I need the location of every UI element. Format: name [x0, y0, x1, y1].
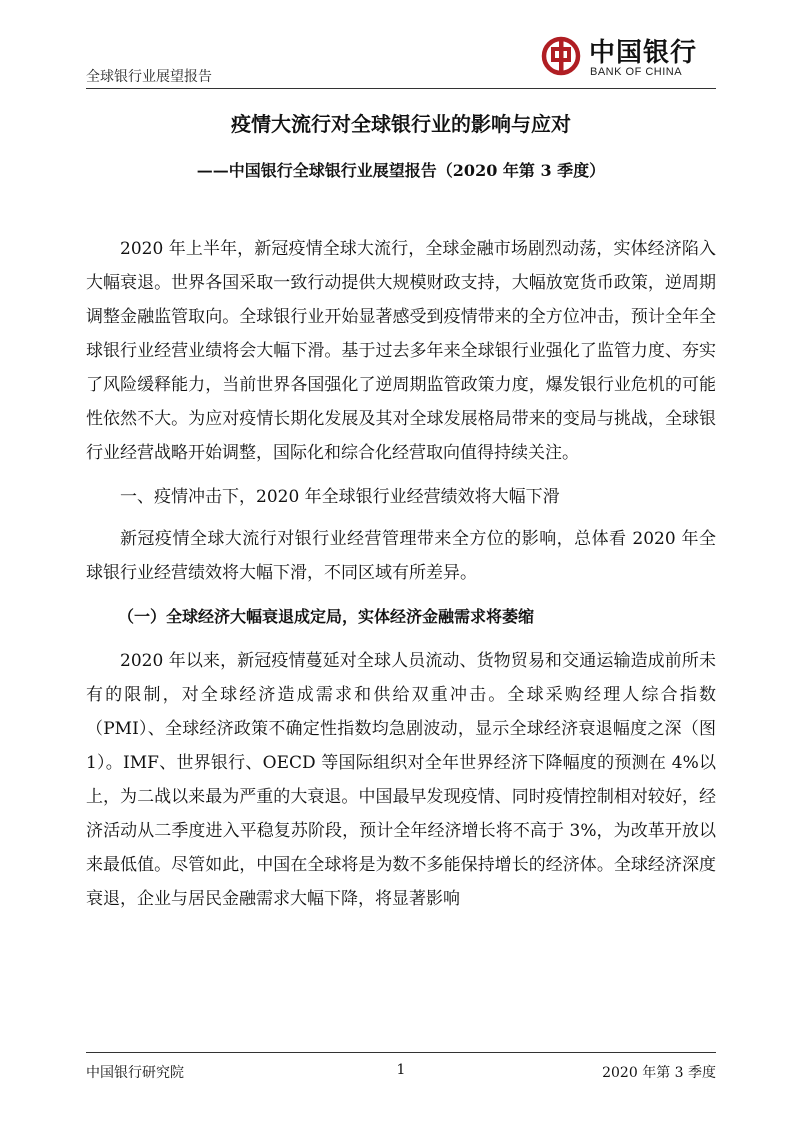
page-footer — [86, 1062, 716, 1082]
logo-chinese-text: 中国银行 — [589, 38, 698, 68]
bank-logo-icon — [541, 36, 581, 76]
document-subtitle: ——中国银行全球银行业展望报告（2020 年第 3 季度） — [196, 161, 606, 180]
page-header — [86, 30, 716, 88]
logo-english-text: BANK OF CHINA — [590, 66, 683, 78]
section-paragraph: 新冠疫情全球大流行对银行业经营管理带来全方位的影响，总体看 2020 年全球银行业经营绩效将大幅下滑，不同区域有所差异。 — [86, 529, 716, 583]
intro-paragraph: 2020 年上半年，新冠疫情全球大流行，全球金融市场剧烈动荡，实体经济陷入大幅衰退。世界各国采取一致行动提供大规模财政支持，大幅放宽货币政策，逆周期调整金融监管取向。全球银行业开始显著感受到疫情带来的全方位冲击，预计全年全球银行业经营业绩将会大幅下滑。基于过去多年来全球银行业强化了监管力度、夯实了风险缓释能力，当前世界各国强化了逆周期监管政策力度，爆发银行业危机的可能性依然不大。为应对疫情长期化发展及其对全球发展格局带来的变局与挑战，全球银行业经营战略开始调整，国际化和综合化经营取向值得持续关注。 — [86, 239, 716, 463]
header-divider — [86, 88, 716, 89]
section-heading: 一、疫情冲击下，2020 年全球银行业经营绩效将大幅下滑 — [120, 487, 560, 507]
bank-of-china-logo — [541, 32, 716, 84]
document-body — [86, 232, 716, 916]
subsection-heading: （一）全球经济大幅衰退成定局，实体经济金融需求将萎缩 — [118, 607, 535, 626]
footer-institution: 中国银行研究院 — [86, 1065, 184, 1081]
document-title: 疫情大流行对全球银行业的影响与应对 — [231, 112, 571, 136]
page-number: 1 — [396, 1062, 406, 1078]
footer-period: 2020 年第 3 季度 — [602, 1065, 716, 1081]
report-series-title: 全球银行业展望报告 — [86, 69, 212, 85]
footer-divider — [86, 1052, 716, 1053]
subsection-paragraph: 2020 年以来，新冠疫情蔓延对全球人员流动、货物贸易和交通运输造成前所未有的限制，对全球经济造成需求和供给双重冲击。全球采购经理人综合指数（PMI）、全球经济政策不确定性指数均急剧波动，显示全球经济衰退幅度之深（图 1）。IMF、世界银行、OECD 等国际组织对全年世界经济下降幅度的预测在 4%以上，为二战以来最为严重的大衰退。中国最早发现疫情、同时疫情控制相对较好，经济活动从二季度进入平稳复苏阶段，预计全年经济增长将不高于 3%，为改革开放以来最低值。尽管如此，中国在全球将是为数不多能保持增长的经济体。全球经济深度衰退，企业与居民金融需求大幅下降，将显著影响 — [86, 651, 716, 909]
